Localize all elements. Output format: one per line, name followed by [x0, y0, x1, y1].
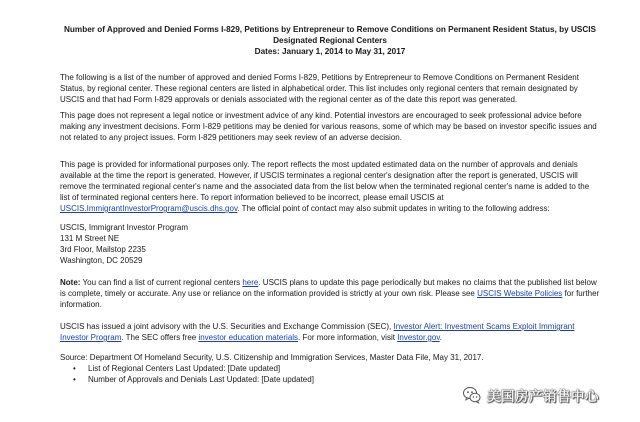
information-text-after: . The official point of contact may also submit updates in writing to the following address: — [237, 204, 550, 213]
source-line: Source: Department Of Homeland Security, U.S. Citizenship and Immigration Services, Master Data File, May 31, 2017. — [60, 353, 484, 362]
advisory-text: . The SEC offers free — [121, 333, 199, 342]
mailing-address — [60, 222, 600, 266]
disclaimer-paragraph: This page does not represent a legal notice or investment advice of any kind. Potential investors are encouraged to seek professional advice before making any investment decisions. Form I-829 petitions may be denied for various reasons, some of which may be based on investor specific issues and not related to any project issues. Form I-829 petitioners may seek review of an adverse decision. — [60, 111, 597, 142]
title-line-2: Designated Regional Centers — [273, 36, 387, 45]
investor-gov-link[interactable]: Investor.gov — [397, 333, 440, 342]
investor-education-link[interactable]: investor education materials — [198, 333, 299, 342]
advisory-text: . For more information, visit — [298, 333, 398, 342]
address-line: Washington, DC 20529 — [60, 256, 143, 265]
list-item: • Number of Approvals and Denials Last Updated: [Date updated] — [73, 374, 473, 385]
title-line-1: Number of Approved and Denied Forms I-829, Petitions by Entrepreneur to Remove Conditions on Permanent Resident Status, by USCIS — [64, 25, 596, 34]
website-policies-link[interactable]: USCIS Website Policies — [477, 289, 563, 298]
note-label: Note: — [60, 278, 81, 287]
regional-centers-link[interactable]: here — [242, 278, 259, 287]
information-text: This page is provided for informational purposes only. The report reflects the most updated estimated data on the number of approvals and denials available at the time the report is generated. However, if USCIS terminates a regional center's designation after the report is generated, USCIS will remove the terminated regional center's name and the associated data from the list below when the terminated regional center's name is added to the list of terminated regional centers here. To report information believed to be incorrect, please email USCIS at — [60, 160, 590, 202]
title-line-3: Dates: January 1, 2014 to May 31, 2017 — [254, 47, 406, 56]
advisory-text: USCIS has issued a joint advisory with the U.S. Securities and Exchange Commission (SEC), — [60, 322, 394, 331]
address-line: 3rd Floor, Mailstop 2235 — [60, 245, 146, 254]
advisory-text: . — [439, 333, 442, 342]
report-title — [60, 24, 600, 57]
list-item: • List of Regional Centers Last Updated: [Date updated] — [73, 363, 473, 374]
watermark-text: 美国房产销售中心 — [487, 389, 599, 404]
note-text: You can find a list of current regional centers — [80, 278, 243, 287]
address-line: 131 M Street NE — [60, 234, 120, 243]
wechat-icon — [462, 385, 482, 405]
note-text: . USCIS plans to update this page periodically but makes no claims that the published list below is complete, timely or accurate. Any use or reliance on the information provided is strictly at your own risk. Please see — [60, 278, 597, 298]
note-paragraph — [60, 277, 600, 310]
watermark — [462, 384, 599, 406]
email-link[interactable]: USCIS.ImmigrantInvestorProgram@uscis.dhs.gov — [60, 204, 238, 213]
note-text: for further information. — [60, 289, 600, 309]
intro-paragraph: The following is a list of the number of approved and denied Forms I-829, Petitions by Entrepreneur to Remove Conditions on Permanent Resident Status, by regional center. These regional centers are listed in alphabetical order. This list includes only regional centers that remain designated by USCIS and that had Form I-829 approvals or denials associated with the regional center as of the date this report was generated. — [60, 73, 579, 104]
update-list — [73, 363, 473, 385]
address-line: USCIS, Immigrant Investor Program — [60, 223, 189, 232]
investor-alert-link[interactable]: Investor Alert: Investment Scams Exploit Immigrant Investor Program — [60, 322, 575, 342]
information-paragraph — [60, 159, 600, 214]
advisory-paragraph — [60, 321, 600, 343]
